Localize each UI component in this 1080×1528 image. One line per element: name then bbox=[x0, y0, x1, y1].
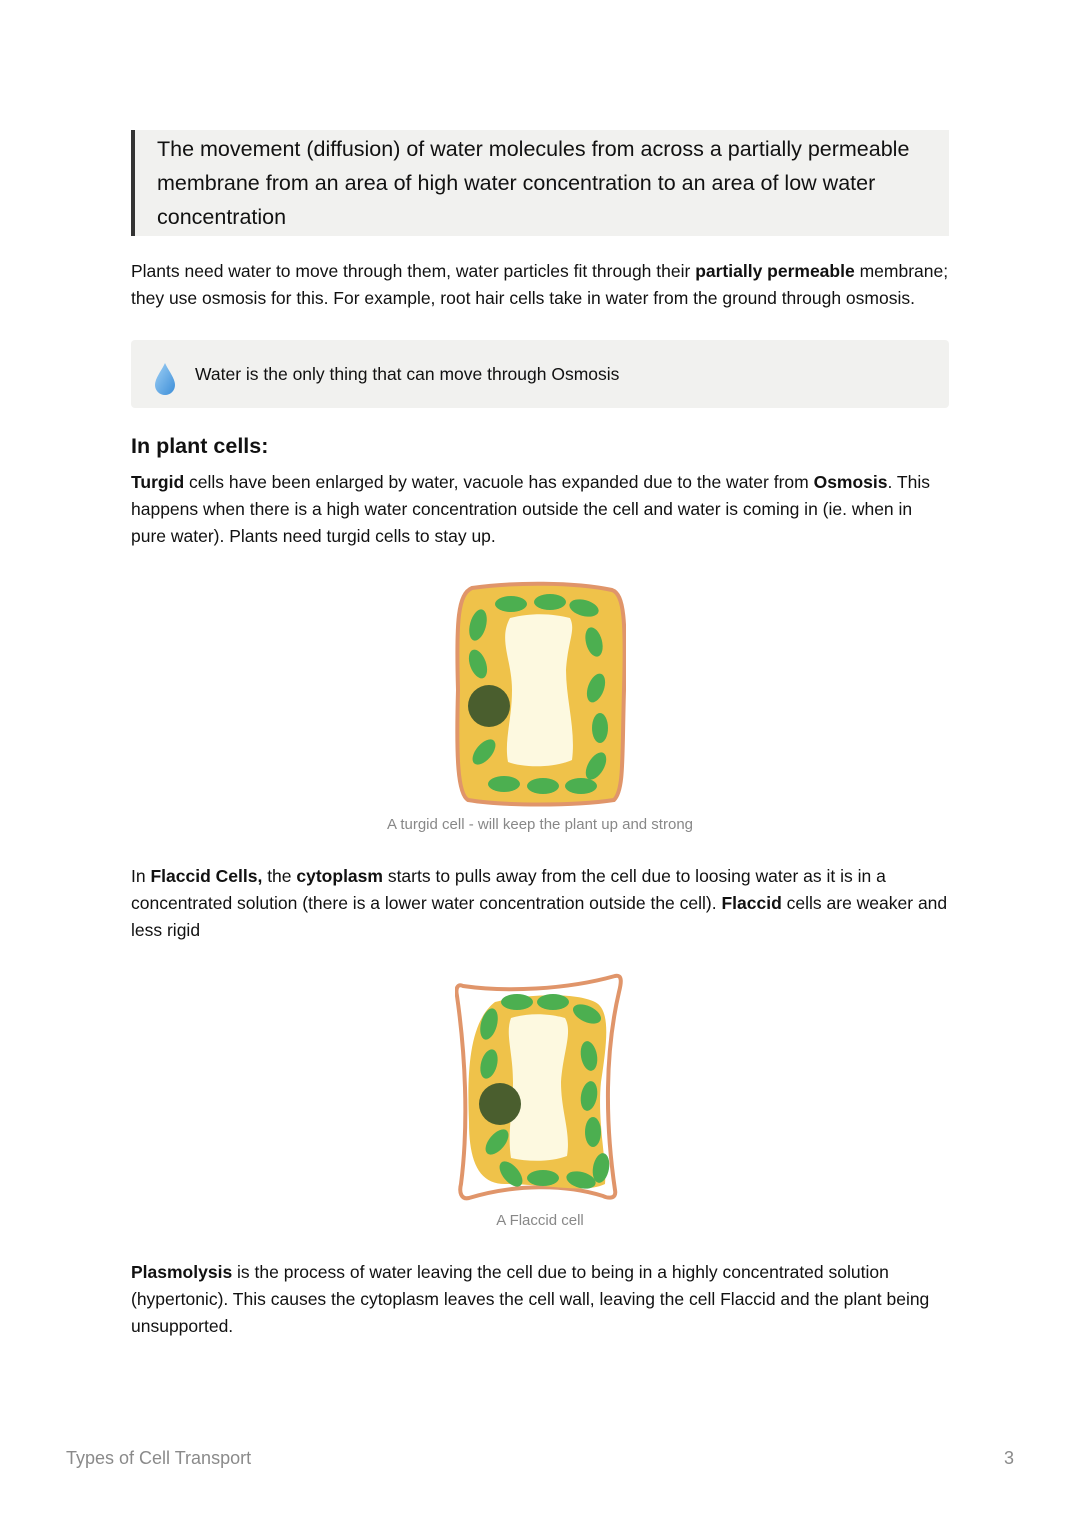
definition-quote bbox=[131, 130, 949, 236]
flaccid-cell-diagram bbox=[455, 972, 625, 1204]
flaccid-cell-figure bbox=[131, 972, 949, 1229]
callout-text: Water is the only thing that can move through Osmosis bbox=[195, 363, 620, 384]
plasmolysis-paragraph: Plasmolysis is the process of water leaving the cell due to being in a highly concentrated solution (hypertonic). This causes the cytoplasm leaves the cell wall, leaving the cell Flaccid and the plant being unsupported. bbox=[131, 1262, 930, 1336]
section-heading: In plant cells: bbox=[131, 434, 269, 458]
turgid-cell-figure bbox=[131, 580, 949, 833]
callout-box bbox=[131, 340, 949, 408]
turgid-paragraph: Turgid cells have been enlarged by water, vacuole has expanded due to the water from Osmosis. This happens when there is a high water concentration outside the cell and water is coming in (ie. when in pure water). Plants need turgid cells to stay up. bbox=[131, 472, 930, 546]
turgid-caption: A turgid cell - will keep the plant up and strong bbox=[386, 816, 693, 833]
turgid-cell-diagram bbox=[454, 580, 626, 808]
water-drop-icon bbox=[153, 362, 177, 396]
intro-paragraph: Plants need water to move through them, water particles fit through their partially permeable membrane; they use osmosis for this. For example, root hair cells take in water from the ground through osmosis. bbox=[131, 261, 949, 308]
footer-page-number: 3 bbox=[1003, 1448, 1014, 1468]
flaccid-paragraph: In Flaccid Cells, the cytoplasm starts to pulls away from the cell due to loosing water as it is in a concentrated solution (there is a lower water concentration outside the cell). Flaccid cells are weaker and less rigid bbox=[131, 866, 948, 940]
definition-text: The movement (diffusion) of water molecules from across a partially permeable membrane from an area of high water concentration to an area of low water concentration bbox=[157, 137, 910, 229]
flaccid-caption: A Flaccid cell bbox=[496, 1212, 584, 1229]
footer-document-title: Types of Cell Transport bbox=[66, 1448, 252, 1468]
document-page bbox=[131, 130, 949, 1340]
